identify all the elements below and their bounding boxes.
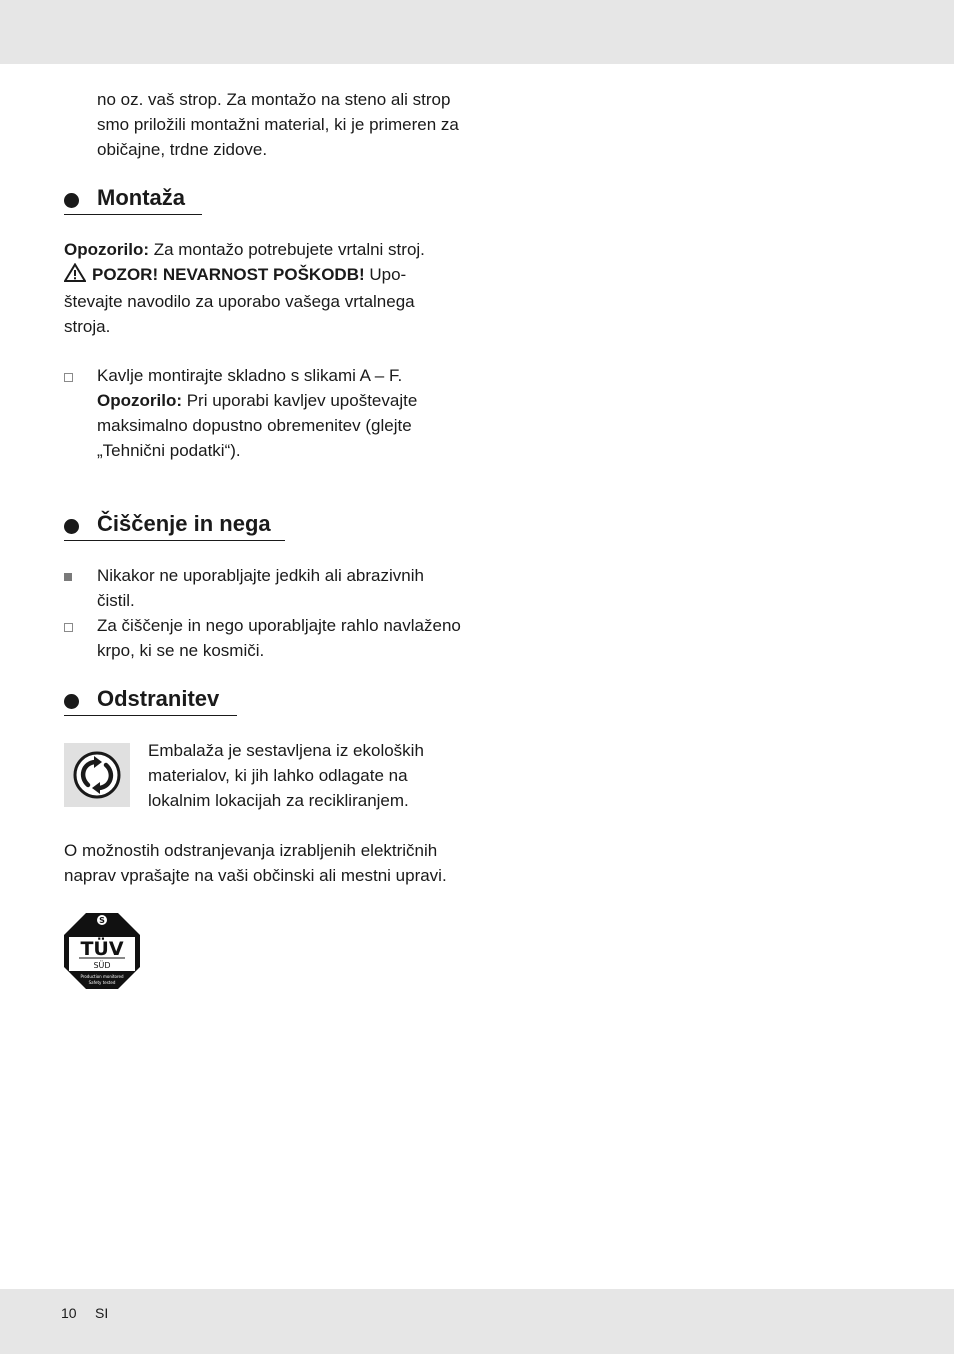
step-text: maksimalno dopustno obremenitev (glejte [97,416,412,435]
item-text: čistil. [97,591,135,610]
danger-text: števajte navodilo za uporabo vašega vrtalnega [64,292,415,311]
danger-text: Upo- [364,265,407,284]
note-text: Za montažo potrebujete vrtalni stroj. [148,240,425,259]
section-title: Odstranitev [97,686,220,711]
intro-line: smo priložili montažni material, ki je primeren za [97,115,459,134]
montaza-note [64,237,425,339]
disposal-text: O možnostih odstranjevanja izrabljenih električnih [64,841,438,860]
note-label: Opozorilo: [97,391,182,410]
step-text: Pri uporabi kavljev upoštevajte [181,391,418,410]
list-item [97,613,461,663]
intro-line: no oz. vaš strop. Za montažo na steno ali strop [97,90,451,109]
warning-triangle-icon [64,263,86,289]
tuv-small-text: Safety tested [88,980,116,985]
page-number: 10 [61,1305,77,1321]
step-text: Kavlje montirajte skladno s slikami A – F. [97,366,403,385]
item-text: Nikakor ne uporabljajte jedkih ali abrazivnih [97,566,424,585]
header-bar [0,0,954,64]
step-checkbox-icon [64,623,73,632]
heading-underline [64,715,237,716]
list-bullet-icon [64,573,72,581]
heading-underline [64,540,285,541]
section-title: Montaža [97,185,185,210]
list-item [97,563,424,613]
danger-label: POZOR! NEVARNOST POŠKODB! [92,265,365,284]
section-title: Čiščenje in nega [97,511,271,536]
heading-underline [64,214,202,215]
packaging-text: Embalaža je sestavljena iz ekoloških [148,741,424,760]
montaza-step [97,363,417,463]
svg-text:S: S [99,916,105,925]
danger-text: stroja. [64,317,111,336]
tuv-brand-text: TÜV [80,938,124,960]
intro-paragraph [97,87,459,162]
footer-bar [0,1289,954,1354]
language-code: SI [95,1305,109,1321]
item-text: krpo, ki se ne kosmiči. [97,641,265,660]
heading-bullet-icon [64,193,79,208]
intro-line: običajne, trdne zidove. [97,140,268,159]
heading-bullet-icon [64,694,79,709]
packaging-paragraph [148,738,424,813]
step-text: „Tehnični podatki“). [97,441,241,460]
disposal-text: naprav vprašajte na vaši občinski ali mestni upravi. [64,866,447,885]
heading-bullet-icon [64,519,79,534]
packaging-text: materialov, ki jih lahko odlagate na [148,766,408,785]
green-dot-recycling-icon [64,743,130,807]
step-checkbox-icon [64,373,73,382]
tuv-sub-text: SÜD [93,961,111,970]
item-text: Za čiščenje in nego uporabljajte rahlo navlaženo [97,616,461,635]
tuv-sud-safety-tested-icon [63,912,141,990]
packaging-text: lokalnim lokacijah za recikliranjem. [148,791,409,810]
disposal-paragraph [64,838,447,888]
note-label: Opozorilo: [64,240,149,259]
tuv-small-text: Production monitored [80,974,124,979]
